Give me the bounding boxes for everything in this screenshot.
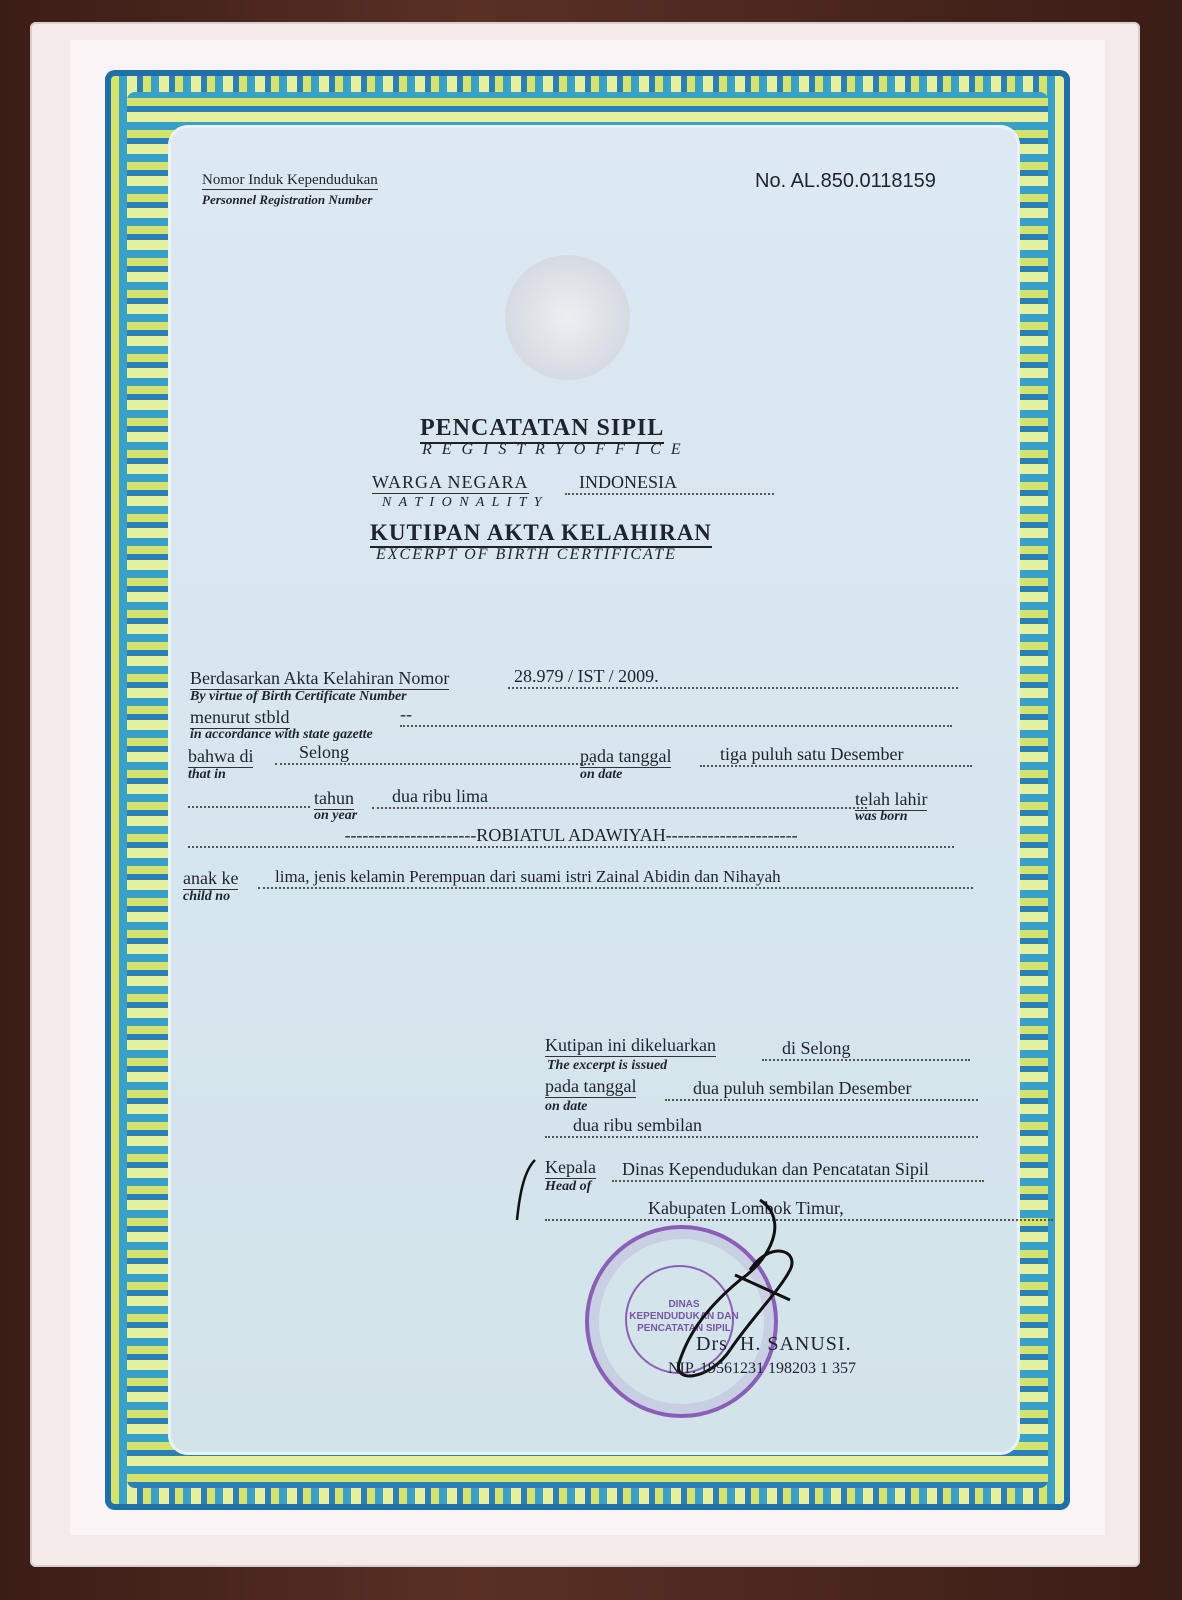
stbld-label-en: in accordance with state gazette [190,727,373,742]
head-label: Kepala [545,1157,596,1177]
issued-place-value: di Selong [762,1038,970,1061]
birthplace-label: bahwa di [188,746,254,766]
birthplace-label-en: that in [188,767,226,782]
initial-mark [505,1150,545,1230]
cert-number-label: Berdasarkan Akta Kelahiran Nomor [190,668,450,688]
year-leader-dots [188,790,310,808]
born-label-en: was born [855,809,908,824]
stamp-center-text: DINAS KEPENDUDUKAN DAN PENCATATAN SIPIL [629,1299,739,1334]
issued-label-en: The excerpt is issued [547,1058,668,1073]
head-label-en: Head of [545,1179,592,1194]
stbld-label: menurut stbld [190,707,290,727]
birthyear-label-en: on year [314,808,358,823]
nationality-label-en: N A T I O N A L I T Y [382,495,544,510]
child-order-label-en: child no [183,889,231,904]
office-title: PENCATATAN SIPIL [420,415,664,444]
child-order-value: lima, jenis kelamin Perempuan dari suami istri Zainal Abidin dan Nihayah [258,867,973,889]
signer-nip: NIP. 19561231 198203 1 357 [668,1360,857,1377]
birthdate-label-en: on date [580,767,623,782]
birthyear-value: dua ribu lima [372,786,867,809]
document-title: KUTIPAN AKTA KELAHIRAN [370,520,712,548]
issue-date-label: pada tanggal [545,1076,637,1096]
cert-number-value: 28.979 / IST / 2009. [508,666,958,689]
birthdate-label: pada tanggal [580,746,672,766]
head-region-value: Kabupaten Lombok Timur, [545,1198,1053,1221]
birthplace-value: Selong [275,742,594,765]
nik-label: Nomor Induk Kependudukan [202,172,378,188]
document-title-en: EXCERPT OF BIRTH CERTIFICATE [376,546,677,563]
child-name: ----------------------ROBIATUL ADAWIYAH---------------------- [188,825,954,848]
birthyear-label: tahun [314,788,354,808]
cert-number-label-en: By virtue of Birth Certificate Number [190,689,407,704]
birthdate-value: tiga puluh satu Desember [700,744,972,767]
issued-label: Kutipan ini dikeluarkan [545,1035,716,1055]
issue-date-value-2: dua ribu sembilan [545,1115,978,1138]
document-number: No. AL.850.0118159 [755,170,936,192]
born-label: telah lahir [855,789,928,809]
nationality-value: INDONESIA [565,472,774,495]
nationality-label: WARGA NEGARA [372,472,529,492]
stbld-value: -- [400,704,952,727]
emblem-seal [505,255,630,380]
head-office-value: Dinas Kependudukan dan Pencatatan Sipil [612,1159,984,1182]
issue-date-value: dua puluh sembilan Desember [665,1078,978,1101]
child-order-label: anak ke [183,868,239,888]
issue-date-label-en: on date [545,1099,588,1114]
signer-name: Drs. H. SANUSI. [696,1333,852,1355]
office-title-en: R E G I S T R Y O F F I C E [422,441,684,458]
nik-label-en: Personnel Registration Number [202,192,373,207]
